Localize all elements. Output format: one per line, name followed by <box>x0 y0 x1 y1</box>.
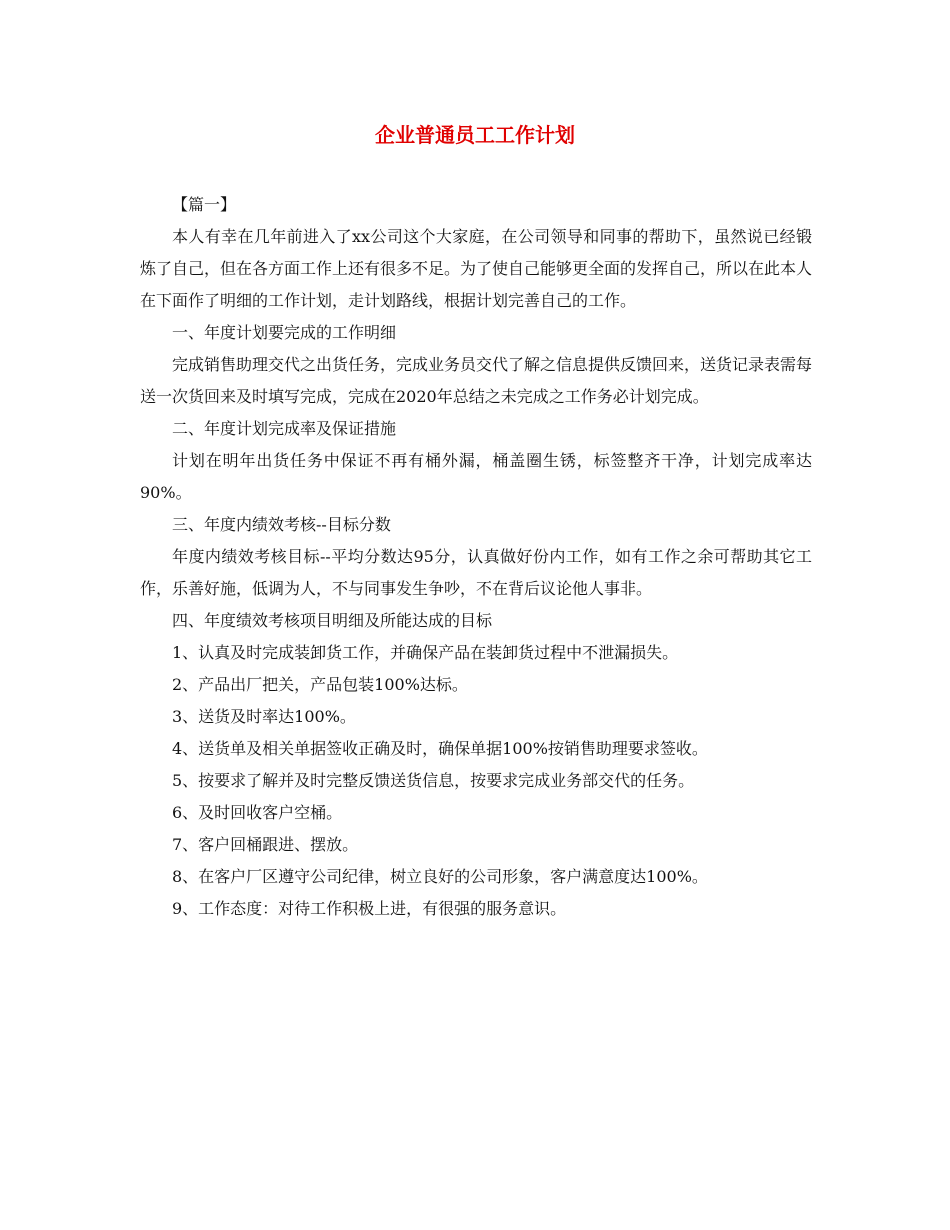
section-heading-2: 二、年度计划完成率及保证措施 <box>172 419 397 438</box>
list-item: 2、产品出厂把关，产品包装100%达标。 <box>172 675 468 694</box>
list-item: 7、客户回桶跟进、摆放。 <box>172 835 359 854</box>
document-title: 企业普通员工工作计划 <box>375 123 575 147</box>
section-3-paragraph: 年度内绩效考核目标--平均分数达95分，认真做好份内工作，如有工作之余可帮助其它工作，乐善好施，低调为人，不与同事发生争吵，不在背后议论他人事非。 <box>140 547 812 598</box>
section-2-paragraph: 计划在明年出货任务中保证不再有桶外漏，桶盖圈生锈，标签整齐干净，计划完成率达90%。 <box>140 451 812 502</box>
list-item: 1、认真及时完成装卸货工作，并确保产品在装卸货过程中不泄漏损失。 <box>172 643 679 662</box>
list-item: 9、工作态度：对待工作积极上进，有很强的服务意识。 <box>172 899 567 918</box>
list-item: 6、及时回收客户空桶。 <box>172 803 343 822</box>
list-item: 4、送货单及相关单据签收正确及时，确保单据100%按销售助理要求签收。 <box>172 739 708 758</box>
list-item: 5、按要求了解并及时完整反馈送货信息，按要求完成业务部交代的任务。 <box>172 771 695 790</box>
section-heading-part-one: 【篇一】 <box>172 195 237 214</box>
section-heading-3: 三、年度内绩效考核--目标分数 <box>172 515 391 534</box>
list-item: 8、在客户厂区遵守公司纪律，树立良好的公司形象，客户满意度达100%。 <box>172 867 708 886</box>
section-heading-4: 四、年度绩效考核项目明细及所能达成的目标 <box>172 611 493 630</box>
section-heading-1: 一、年度计划要完成的工作明细 <box>172 323 397 342</box>
section-1-paragraph: 完成销售助理交代之出货任务，完成业务员交代了解之信息提供反馈回来，送货记录表需每送一次货回来及时填写完成，完成在2020年总结之未完成之工作务必计划完成。 <box>140 355 813 406</box>
document-body <box>140 189 812 925</box>
list-item: 3、送货及时率达100%。 <box>172 707 356 726</box>
intro-paragraph: 本人有幸在几年前进入了xx公司这个大家庭，在公司领导和同事的帮助下，虽然说已经锻炼了自己，但在各方面工作上还有很多不足。为了使自己能够更全面的发挥自己，所以在此本人在下面作了明细的工作计划，走计划路线，根据计划完善自己的工作。 <box>140 227 813 310</box>
